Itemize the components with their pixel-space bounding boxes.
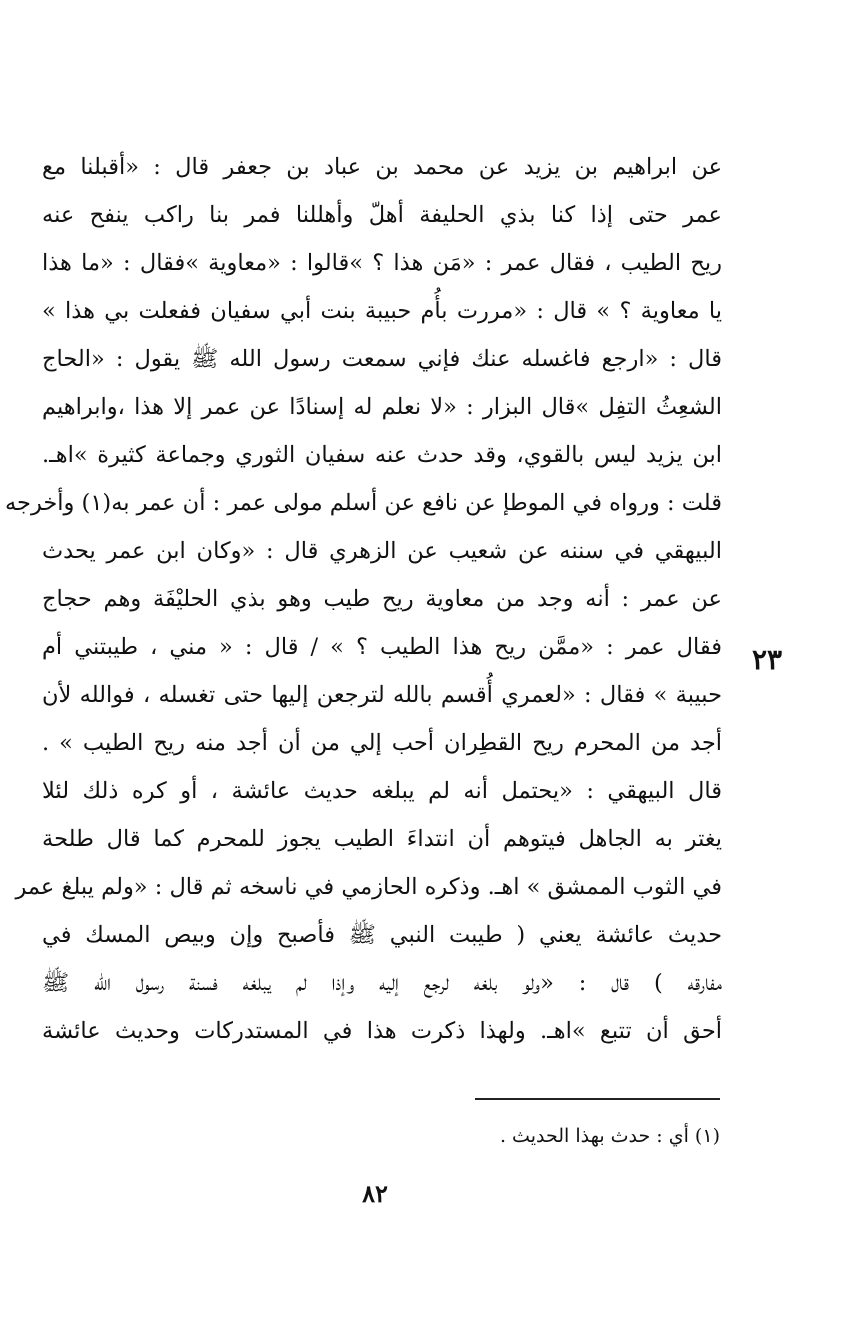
text-line: البيهقي في سننه عن شعيب عن الزهري قال : «وكان ابن عمر يحدث <box>42 538 722 564</box>
text-line: قال البيهقي : «يحتمل أنه لم يبلغه حديث عائشة ، أو كره ذلك لئلا <box>42 778 722 804</box>
footnote: (١) أي : حدث بهذا الحديث . <box>499 1125 720 1147</box>
text-line: عمر حتى إذا كنا بذي الحليفة أهلّ وأهللنا فمر بنا راكب ينفح عنه <box>42 202 722 228</box>
text-line: عن ابراهيم بن يزيد عن محمد بن عباد بن جعفر قال : «أقبلنا مع <box>42 154 722 180</box>
text-line: قلت : ورواه في الموطإ عن نافع عن أسلم مولى عمر : أن عمر به(١) وأخرجه <box>4 490 722 516</box>
text-line: أحق أن تتبع »اهـ. ولهذا ذكرت هذا في المستدركات وحديث عائشة <box>42 1018 722 1044</box>
text-line: قال : «ارجع فاغسله عنك فإني سمعت رسول الله ﷺ يقول : «الحاج <box>42 346 722 372</box>
text-line: أجد من المحرم ريح القطِران أحب إلي من أن أجد منه ريح الطيب » . <box>42 730 722 756</box>
text-line: يا معاوية ؟ » قال : «مررت بأُم حبيبة بنت أبي سفيان ففعلت بي هذا » <box>42 298 722 324</box>
text-line: فقال عمر : «ممَّن ريح هذا الطيب ؟ » / قال : « مني ، طيبتني أم <box>42 634 722 660</box>
footnote-separator <box>475 1098 720 1100</box>
text-line: يغتر به الجاهل فيتوهم أن انتداءَ الطيب يجوز للمحرم كما قال طلحة <box>42 826 722 852</box>
text-line: ابن يزيد ليس بالقوي، وقد حدث عنه سفيان الثوري وجماعة كثيرة »اهـ. <box>42 442 722 468</box>
main-text-block <box>4 143 722 1055</box>
text-line: الشعِثُ التفِل »قال البزار : «لا نعلم له إسنادًا عن عمر إلا هذا ،وابراهيم <box>42 394 722 420</box>
text-line: مفارقه ) قال : «ولو بلغه لرجع إليه وإذا لم يبلغه فسنة رسول الله ﷺ <box>42 970 722 996</box>
text-line: حبيبة » فقال : «لعمري أُقسم بالله لترجعن إليها حتى تغسله ، فوالله لأن <box>42 682 722 708</box>
margin-reference-number: ٢٣ <box>751 643 783 676</box>
text-line: ريح الطيب ، فقال عمر : «مَن هذا ؟ »قالوا : «معاوية »فقال : «ما هذا <box>42 250 722 276</box>
text-line: عن عمر : أنه وجد من معاوية ريح طيب وهو بذي الحليْفَة وهم حجاج <box>42 586 722 612</box>
text-line: في الثوب الممشق » اهـ. وذكره الحازمي في ناسخه ثم قال : «ولم يبلغ عمر <box>15 874 722 900</box>
text-line: حديث عائشة يعني ( طيبت النبي ﷺ فأصبح وإن وبيص المسك في <box>42 922 722 948</box>
page-number: ٨٢ <box>362 1179 388 1208</box>
